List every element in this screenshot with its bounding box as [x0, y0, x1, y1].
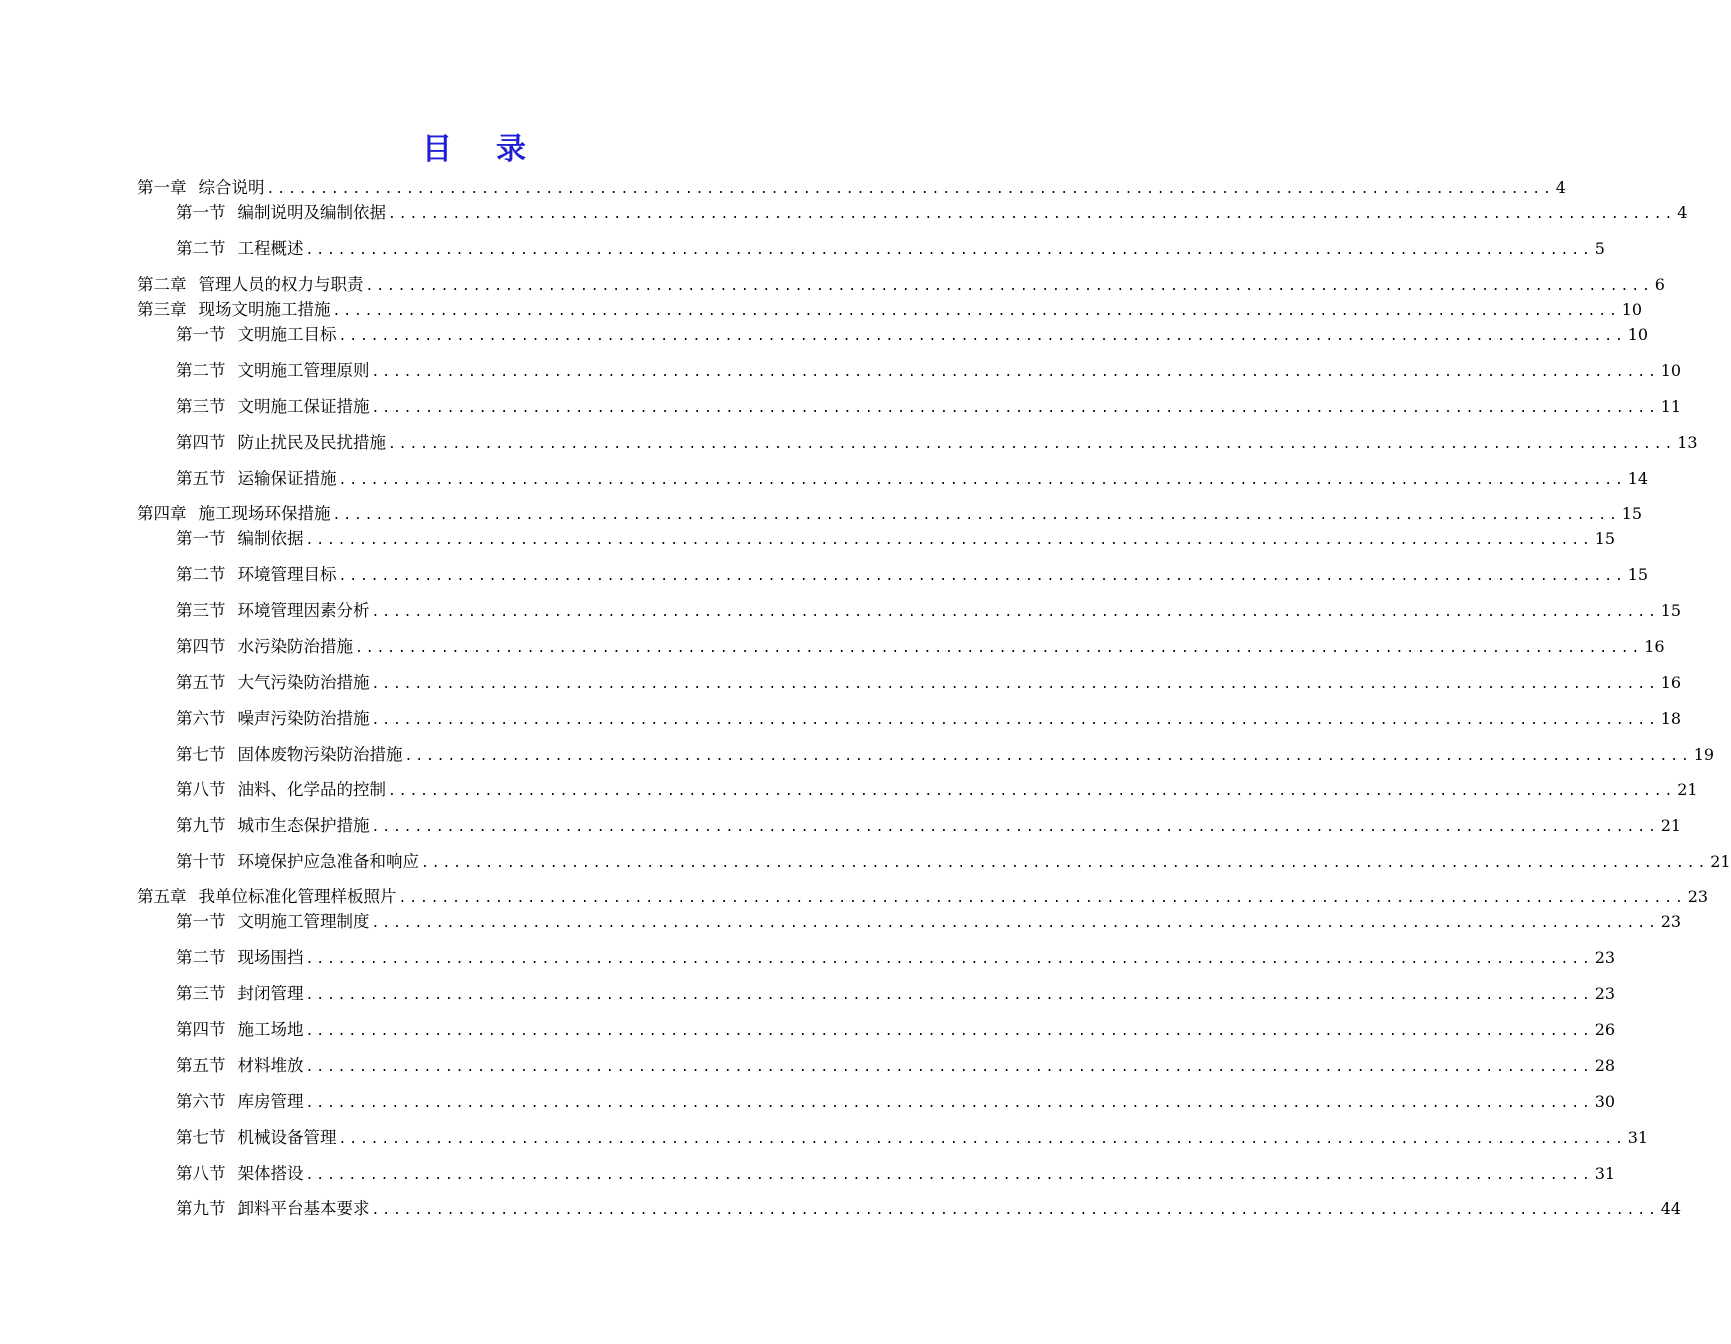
toc-entry-section[interactable]: [176, 1056, 1616, 1078]
toc-entry-title: 机械设备管理: [237, 1128, 337, 1147]
toc-entry-chapter[interactable]: [137, 178, 1566, 200]
toc-leader-dots: ........................................................................................................................: [355, 641, 1643, 656]
toc-entry-title: 管理人员的权力与职责: [198, 275, 364, 294]
toc-entry-number: 第五节: [176, 469, 226, 488]
toc-entry-title: 文明施工管理原则: [237, 361, 370, 380]
toc-entry-title: 油料、化学品的控制: [237, 780, 386, 799]
toc-entry-number: 第三节: [176, 984, 226, 1003]
toc-entry-number: 第一节: [176, 203, 226, 222]
toc-entry-section[interactable]: [176, 529, 1616, 551]
toc-leader-dots: ........................................................................................................................: [305, 952, 1593, 967]
toc-entry-number: 第六节: [176, 709, 226, 728]
toc-entry-number: 第一节: [176, 912, 226, 931]
toc-leader-dots: ........................................................................................................................: [305, 1168, 1593, 1183]
toc-leader-dots: ........................................................................................................................: [305, 1060, 1593, 1075]
toc-page-number: 23: [1660, 912, 1682, 931]
toc-page-number: 31: [1627, 1128, 1649, 1147]
toc-entry-section[interactable]: [176, 361, 1682, 383]
toc-page-number: 23: [1594, 948, 1616, 967]
toc-page-number: 23: [1687, 887, 1709, 906]
toc-leader-dots: ........................................................................................................................: [398, 891, 1686, 906]
toc-entry-number: 第三章: [137, 300, 187, 319]
toc-entry-title: 封闭管理: [237, 984, 304, 1003]
toc-leader-dots: ........................................................................................................................: [266, 182, 1554, 197]
toc-entry-section[interactable]: [176, 1020, 1616, 1042]
toc-entry-title: 固体废物污染防治措施: [237, 745, 403, 764]
toc-leader-dots: ........................................................................................................................: [338, 569, 1626, 584]
toc-entry-number: 第五节: [176, 673, 226, 692]
toc-entry-number: 第二节: [176, 565, 226, 584]
toc-entry-chapter[interactable]: [137, 275, 1665, 297]
toc-page-number: 15: [1627, 565, 1649, 584]
toc-entry-title: 运输保证措施: [237, 469, 337, 488]
toc-entry-number: 第二节: [176, 239, 226, 258]
toc-entry-section[interactable]: [176, 565, 1649, 587]
toc-entry-section[interactable]: [176, 1092, 1616, 1114]
toc-entry-title: 水污染防治措施: [237, 637, 353, 656]
toc-entry-number: 第九节: [176, 816, 226, 835]
toc-entry-section[interactable]: [176, 673, 1682, 695]
toc-entry-title: 大气污染防治措施: [237, 673, 370, 692]
toc-leader-dots: ........................................................................................................................: [371, 820, 1659, 835]
toc-page-number: 21: [1660, 816, 1682, 835]
toc-entry-title: 架体搭设: [237, 1164, 304, 1183]
toc-page-number: 28: [1594, 1056, 1616, 1075]
toc-entry-section[interactable]: [176, 1128, 1649, 1150]
toc-leader-dots: ........................................................................................................................: [371, 401, 1659, 416]
toc-leader-dots: ........................................................................................................................: [371, 713, 1659, 728]
toc-entry-number: 第四节: [176, 637, 226, 656]
toc-entry-title: 材料堆放: [237, 1056, 304, 1075]
toc-page-number: 21: [1677, 780, 1698, 799]
toc-entry-number: 第一节: [176, 325, 226, 344]
toc-entry-section[interactable]: [176, 852, 1731, 874]
toc-entry-title: 环境保护应急准备和响应: [237, 852, 419, 871]
toc-page-number: 21: [1710, 852, 1731, 871]
toc-page-number: 15: [1594, 529, 1616, 548]
toc-entry-title: 综合说明: [198, 178, 265, 197]
toc-leader-dots: ........................................................................................................................: [404, 749, 1692, 764]
toc-page-number: 30: [1594, 1092, 1616, 1111]
toc-entry-section[interactable]: [176, 948, 1616, 970]
toc-entry-section[interactable]: [176, 709, 1682, 731]
toc-page-number: 6: [1654, 275, 1665, 294]
toc-page-number: 15: [1660, 601, 1682, 620]
toc-entry-section[interactable]: [176, 1164, 1616, 1186]
toc-page-number: 16: [1644, 637, 1665, 656]
toc-page-number: 5: [1594, 239, 1605, 258]
toc-entry-title: 工程概述: [237, 239, 304, 258]
toc-leader-dots: ........................................................................................................................: [332, 304, 1620, 319]
toc-leader-dots: ........................................................................................................................: [371, 365, 1659, 380]
toc-entry-chapter[interactable]: [137, 300, 1643, 322]
toc-entry-title: 防止扰民及民扰措施: [237, 433, 386, 452]
toc-entry-chapter[interactable]: [137, 504, 1643, 526]
toc-entry-section[interactable]: [176, 780, 1698, 802]
toc-entry-title: 噪声污染防治措施: [237, 709, 370, 728]
toc-page-number: 4: [1555, 178, 1566, 197]
toc-entry-number: 第七节: [176, 745, 226, 764]
toc-entry-number: 第一节: [176, 529, 226, 548]
toc-entry-number: 第二节: [176, 948, 226, 967]
toc-entry-number: 第四节: [176, 433, 226, 452]
toc-leader-dots: ........................................................................................................................: [371, 1203, 1659, 1218]
toc-entry-section[interactable]: [176, 601, 1682, 623]
toc-entry-number: 第四章: [137, 504, 187, 523]
title-char-1: 目: [422, 132, 454, 167]
toc-leader-dots: ........................................................................................................................: [421, 856, 1709, 871]
toc-entry-number: 第五节: [176, 1056, 226, 1075]
toc-leader-dots: ........................................................................................................................: [338, 473, 1626, 488]
toc-page-number: 26: [1594, 1020, 1616, 1039]
toc-entry-number: 第六节: [176, 1092, 226, 1111]
toc-entry-number: 第三节: [176, 601, 226, 620]
toc-entry-number: 第四节: [176, 1020, 226, 1039]
toc-entry-number: 第八节: [176, 1164, 226, 1183]
toc-entry-number: 第五章: [137, 887, 187, 906]
toc-entry-section[interactable]: [176, 984, 1616, 1006]
toc-leader-dots: ........................................................................................................................: [371, 677, 1659, 692]
toc-entry-section[interactable]: [176, 469, 1649, 491]
toc-entry-title: 文明施工保证措施: [237, 397, 370, 416]
toc-page-number: 31: [1594, 1164, 1616, 1183]
toc-leader-dots: ........................................................................................................................: [338, 1132, 1626, 1147]
toc-entry-title: 文明施工管理制度: [237, 912, 370, 931]
toc-leader-dots: ........................................................................................................................: [371, 605, 1659, 620]
toc-entry-chapter[interactable]: [137, 887, 1709, 909]
toc-entry-title: 现场围挡: [237, 948, 304, 967]
toc-page-number: 15: [1621, 504, 1643, 523]
toc-leader-dots: ........................................................................................................................: [388, 784, 1676, 799]
toc-leader-dots: ........................................................................................................................: [338, 329, 1626, 344]
toc-entry-title: 施工场地: [237, 1020, 304, 1039]
title-char-2: 录: [496, 132, 528, 167]
toc-entry-section[interactable]: [176, 745, 1715, 767]
toc-entry-title: 环境管理因素分析: [237, 601, 370, 620]
toc-entry-number: 第三节: [176, 397, 226, 416]
toc-leader-dots: ........................................................................................................................: [332, 508, 1620, 523]
toc-leader-dots: ........................................................................................................................: [305, 1096, 1593, 1111]
toc-page-number: 16: [1660, 673, 1682, 692]
toc-leader-dots: ........................................................................................................................: [305, 533, 1593, 548]
toc-entry-section[interactable]: [176, 325, 1649, 347]
toc-entry-number: 第十节: [176, 852, 226, 871]
toc-entry-title: 库房管理: [237, 1092, 304, 1111]
toc-entry-number: 第七节: [176, 1128, 226, 1147]
toc-leader-dots: ........................................................................................................................: [365, 279, 1653, 294]
toc-entry-section[interactable]: [176, 397, 1682, 419]
toc-page-number: 13: [1677, 433, 1698, 452]
toc-entry-number: 第二章: [137, 275, 187, 294]
toc-leader-dots: ........................................................................................................................: [388, 207, 1676, 222]
toc-leader-dots: ........................................................................................................................: [305, 1024, 1593, 1039]
toc-entry-title: 现场文明施工措施: [198, 300, 331, 319]
toc-entry-title: 卸料平台基本要求: [237, 1199, 370, 1218]
toc-entry-section[interactable]: [176, 912, 1682, 934]
toc-page-number: 4: [1677, 203, 1688, 222]
toc-entry-title: 环境管理目标: [237, 565, 337, 584]
toc-entry-section[interactable]: [176, 637, 1665, 659]
toc-entry-section[interactable]: [176, 433, 1698, 455]
toc-entry-number: 第二节: [176, 361, 226, 380]
toc-page-number: 10: [1660, 361, 1682, 380]
toc-page-number: 10: [1627, 325, 1649, 344]
toc-leader-dots: ........................................................................................................................: [305, 243, 1593, 258]
toc-entry-title: 文明施工目标: [237, 325, 337, 344]
toc-leader-dots: ........................................................................................................................: [305, 988, 1593, 1003]
toc-entry-title: 我单位标准化管理样板照片: [198, 887, 397, 906]
toc-page-number: 23: [1594, 984, 1616, 1003]
toc-entry-section[interactable]: [176, 1199, 1682, 1221]
toc-entry-section[interactable]: [176, 239, 1605, 261]
toc-page-number: 18: [1660, 709, 1682, 728]
toc-leader-dots: ........................................................................................................................: [371, 916, 1659, 931]
toc-page-number: 19: [1693, 745, 1715, 764]
toc-entry-title: 城市生态保护措施: [237, 816, 370, 835]
toc-entry-number: 第九节: [176, 1199, 226, 1218]
toc-entry-title: 编制依据: [237, 529, 304, 548]
toc-entry-section[interactable]: [176, 203, 1688, 225]
toc-page-number: 10: [1621, 300, 1643, 319]
toc-entry-section[interactable]: [176, 816, 1682, 838]
toc-entry-title: 施工现场环保措施: [198, 504, 331, 523]
toc-page-number: 14: [1627, 469, 1649, 488]
toc-entry-number: 第一章: [137, 178, 187, 197]
toc-page-number: 44: [1660, 1199, 1682, 1218]
toc-page-number: 11: [1660, 397, 1682, 416]
toc-leader-dots: ........................................................................................................................: [388, 437, 1676, 452]
toc-entry-title: 编制说明及编制依据: [237, 203, 386, 222]
toc-entry-number: 第八节: [176, 780, 226, 799]
